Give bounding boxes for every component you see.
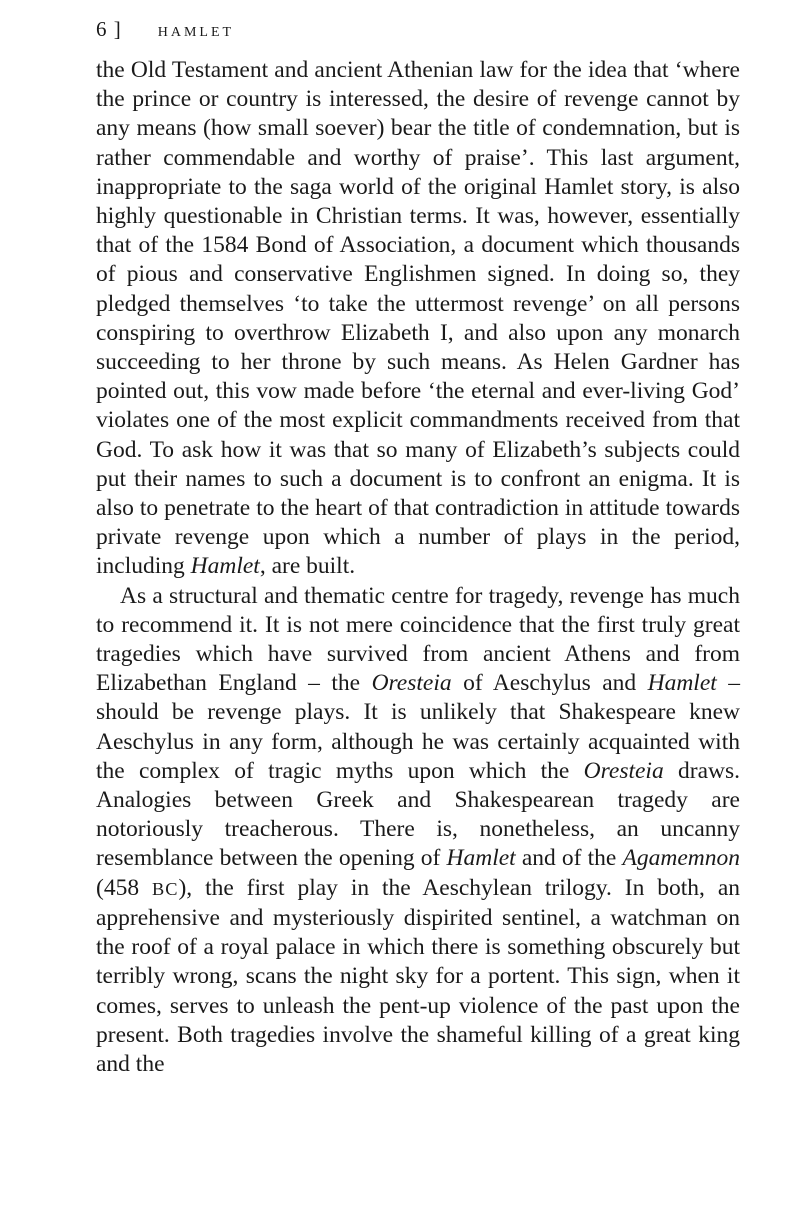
italic-title: Hamlet	[190, 553, 260, 580]
text-run: the Old Testament and ancient Athenian law for the idea that ‘where the prince or country is interessed, the desire of revenge cannot by any means (how small soever) bear the title of condemnation, but is rather commendable and worthy of praise’. This last argument, inappropriate to the saga world of the original Hamlet story, is also highly questionable in Christian terms. It was, however, essentially that of the 1584 Bond of Association, a document which thousands of pious and conservative Englishmen signed. In doing so, they pledged themselves ‘to take the uttermost revenge’ on all persons conspiring to overthrow Elizabeth I, and also upon any monarch succeeding to her throne by such means. As Helen Gardner has pointed out, this vow made before ‘the eternal and ever-living God’ violates one of the most explicit commandments received from that God. To ask how it was that so many of Elizabeth’s subjects could put their names to such a document is to confront an enigma. It is also to penetrate to the heart of that contradiction in attitude towards private revenge upon which a number of plays in the period, including	[96, 57, 740, 580]
italic-title: Oresteia	[371, 670, 452, 697]
text-run: – should be revenge plays. It is unlikely that Shakespeare knew Aeschylus in any form, although he was certainly acquainted with the complex of tragic myths upon which the	[96, 670, 741, 784]
page-number: 6 ]	[96, 17, 122, 41]
text-run: draws. Analogies between Greek and Shakespearean tragedy are notoriously treacherous. There is, nonetheless, an uncanny resemblance between the opening of	[96, 757, 740, 872]
text-run: , are built.	[259, 553, 356, 580]
paragraph	[96, 56, 740, 582]
running-head-title: HAMLET	[157, 25, 235, 40]
text-run: and of the	[515, 845, 623, 872]
italic-title: Hamlet	[647, 670, 717, 697]
italic-title: Hamlet	[446, 845, 516, 872]
text-run: of Aeschylus and	[451, 670, 648, 697]
text-run: ), the first play in the Aeschylean trilogy. In both, an apprehensive and mysteriously dispirited sentinel, a watchman on the roof of a royal palace in which there is something obscurely but terribly wrong, scans the night sky for a portent. This sign, when it comes, serves to unleash the pent-up violence of the past upon the present. Both tragedies involve the shameful killing of a great king and the	[96, 874, 740, 1077]
italic-title: Oresteia	[583, 757, 664, 784]
running-head	[96, 14, 740, 44]
text-run: (458	[96, 874, 152, 901]
paragraph	[96, 582, 740, 1079]
text-run: As a structural and thematic centre for tragedy, revenge has much to recommend it. It is not mere coincidence that the first truly great tragedies which have survived from ancient Athens and from Elizabethan England – the	[96, 582, 740, 697]
body-text	[96, 56, 740, 1079]
small-caps-text: BC	[152, 878, 179, 899]
book-page	[96, 14, 740, 1079]
italic-title: Agamemnon	[622, 845, 741, 872]
